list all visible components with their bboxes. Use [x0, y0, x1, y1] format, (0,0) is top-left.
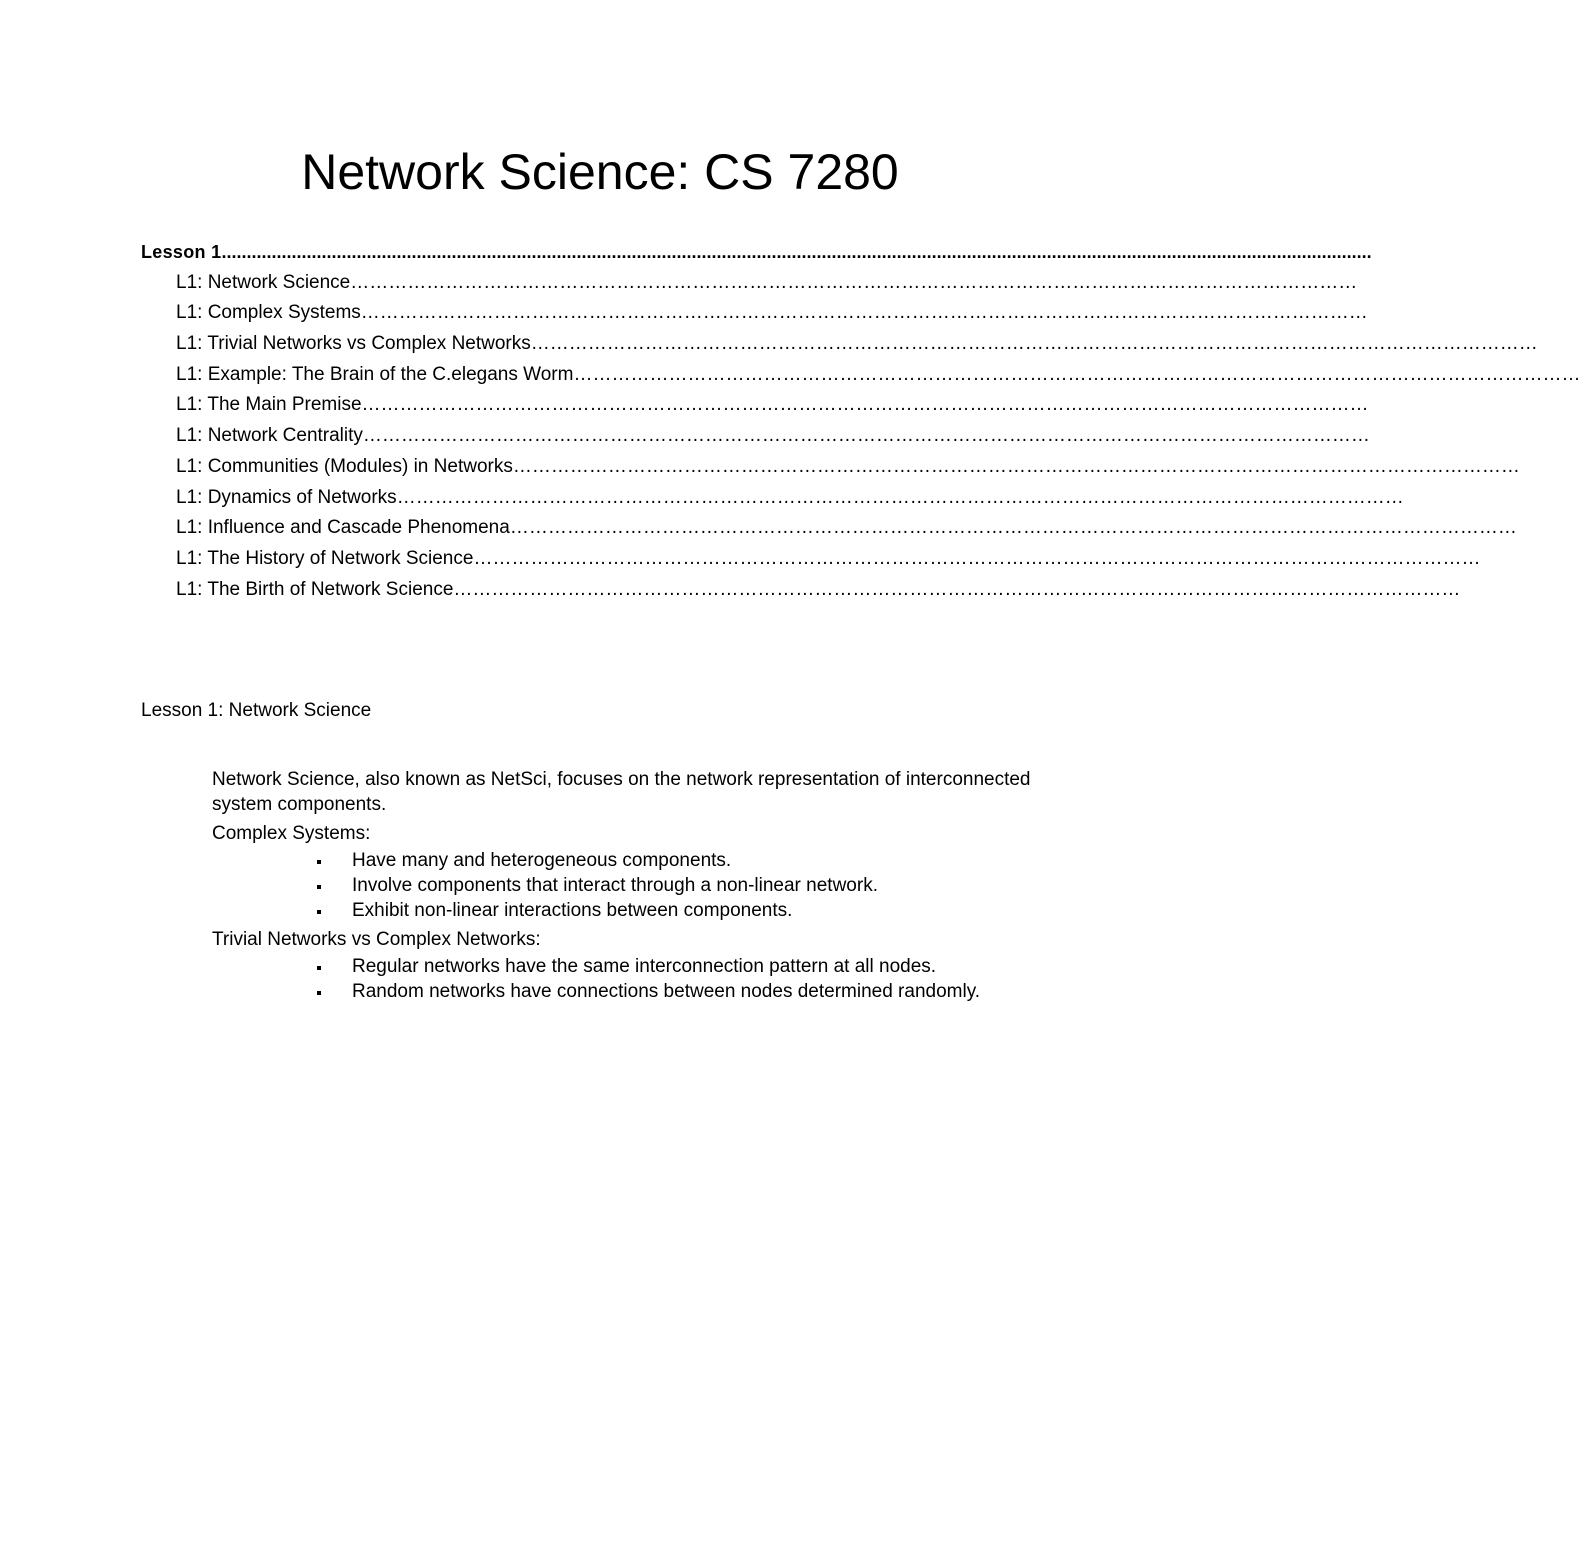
toc-entry-lesson-1[interactable] [141, 237, 1372, 268]
toc-entry[interactable] [141, 298, 1368, 329]
trivial-vs-complex-list [212, 954, 1032, 1004]
section-body [212, 767, 1032, 1008]
toc-entry[interactable] [141, 360, 1580, 391]
toc-entry[interactable] [141, 575, 1461, 606]
toc-entry[interactable] [141, 452, 1520, 483]
toc-dot-leader: …………………………………………………………………………………………………………………………………………… [360, 302, 1368, 324]
toc-dot-leader: …………………………………………………………………………………………………………………………………………… [512, 455, 1520, 477]
trivial-vs-complex-label: Trivial Networks vs Complex Networks: [212, 929, 541, 950]
list-item: Exhibit non-linear interactions between components. [352, 898, 1032, 923]
toc-entry[interactable] [141, 329, 1538, 360]
toc-entry-label: L1: Dynamics of Networks [176, 486, 397, 508]
complex-systems-label: Complex Systems: [212, 823, 371, 844]
toc-dot-leader: …………………………………………………………………………………………………………………………………………… [396, 486, 1404, 508]
toc-dot-leader: …………………………………………………………………………………………………………………………………………… [530, 333, 1538, 355]
list-item: Regular networks have the same interconnection pattern at all nodes. [352, 954, 1032, 979]
section-heading: Lesson 1: Network Science [141, 700, 372, 721]
toc-entry-label: L1: The Main Premise [176, 394, 362, 416]
toc-entry[interactable] [141, 268, 1358, 299]
toc-entry[interactable] [141, 390, 1369, 421]
toc-dot-leader: …………………………………………………………………………………………………………………………………………… [361, 394, 1369, 416]
toc-dot-leader: …………………………………………………………………………………………………………………………………………… [509, 517, 1517, 539]
toc-dot-leader: ...................................................................................................................................................................................................................................... [221, 242, 1372, 262]
toc-entry-label: L1: Network Centrality [176, 425, 363, 447]
list-item: Involve components that interact through a non-linear network. [352, 873, 1032, 898]
toc-entry-label: L1: Network Science [176, 271, 351, 293]
toc-entry-label: Lesson 1 [141, 242, 222, 262]
toc-entry-label: L1: The History of Network Science [176, 547, 474, 569]
toc-entry[interactable] [141, 513, 1517, 544]
toc-entry[interactable] [141, 544, 1481, 575]
toc-entry[interactable] [141, 421, 1370, 452]
toc-entry-label: L1: Complex Systems [176, 302, 361, 324]
list-item: Have many and heterogeneous components. [352, 848, 1032, 873]
toc-entry-label: L1: Communities (Modules) in Networks [176, 455, 513, 477]
toc-entry[interactable] [141, 483, 1404, 514]
toc-dot-leader: …………………………………………………………………………………………………………………………………………… [350, 271, 1358, 293]
toc-dot-leader: …………………………………………………………………………………………………………………………………………… [573, 363, 1580, 385]
toc-dot-leader: …………………………………………………………………………………………………………………………………………… [453, 578, 1461, 600]
toc-entry-label: L1: Trivial Networks vs Complex Networks [176, 333, 531, 355]
toc-entry-label: L1: The Birth of Network Science [176, 578, 454, 600]
toc-dot-leader: …………………………………………………………………………………………………………………………………………… [473, 547, 1481, 569]
document-title: Network Science: CS 7280 [301, 144, 899, 200]
toc-entry-label: L1: Example: The Brain of the C.elegans Worm [176, 363, 574, 385]
complex-systems-list [212, 848, 1032, 923]
intro-paragraph: Network Science, also known as NetSci, focuses on the network representation of interconnected system components. [212, 769, 1031, 815]
toc-entry-label: L1: Influence and Cascade Phenomena [176, 517, 510, 539]
list-item: Random networks have connections between nodes determined randomly. [352, 979, 1032, 1004]
table-of-contents [141, 237, 1580, 605]
toc-dot-leader: …………………………………………………………………………………………………………………………………………… [362, 425, 1370, 447]
